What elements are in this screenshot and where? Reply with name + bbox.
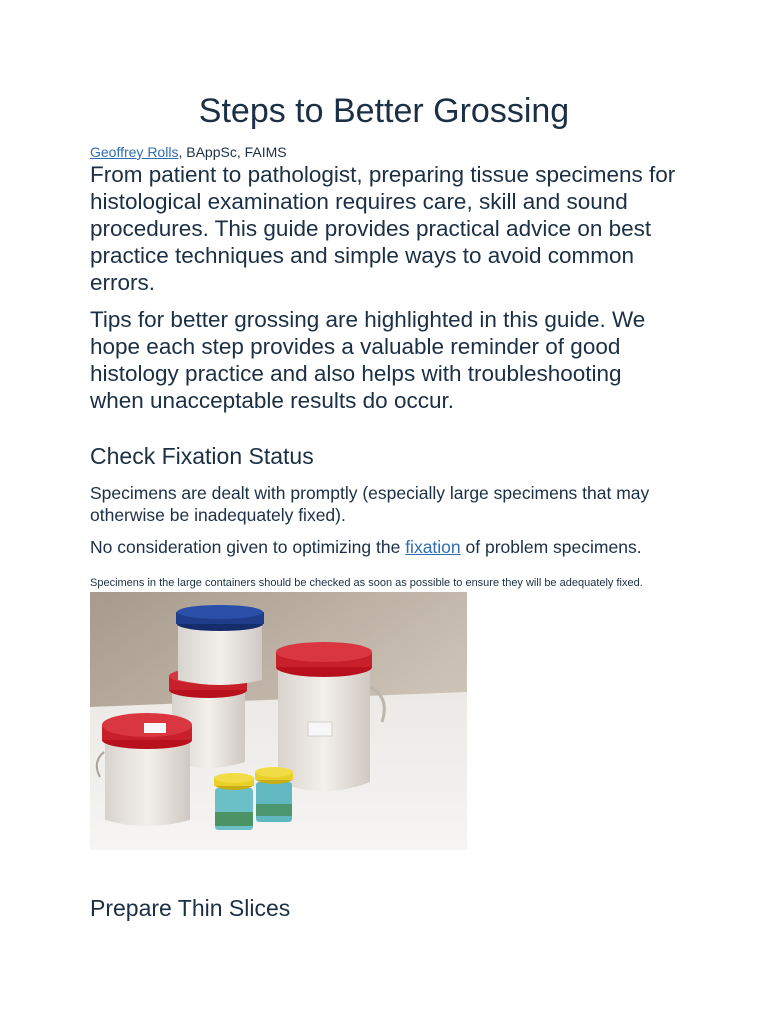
fixation-link[interactable]: fixation [405, 537, 461, 557]
section-heading-fixation: Check Fixation Status [90, 443, 314, 469]
photo-caption: Specimens in the large containers should be checked as soon as possible to ensure they will be adequately fixed. [90, 577, 643, 589]
fixation-paragraph-2 [90, 536, 680, 558]
byline [90, 143, 680, 161]
fixation-text-after: of problem specimens. [460, 537, 642, 557]
intro-paragraph: Tips for better grossing are highlighted in this guide. We hope each step provides a valuable reminder of good histology practice and also helps with troubleshooting when unacceptable results do occur. [90, 307, 646, 413]
author-credentials: , BAppSc, FAIMS [178, 144, 287, 160]
fixation-text-before: No consideration given to optimizing the [90, 537, 406, 557]
specimen-containers-photo [90, 592, 467, 850]
fixation-paragraph-1: Specimens are dealt with promptly (especially large specimens that may otherwise be inadequately fixed). [90, 483, 650, 525]
page-title: Steps to Better Grossing [198, 92, 570, 130]
intro-paragraph: From patient to pathologist, preparing tissue specimens for histological examination requires care, skill and sound procedures. This guide provides practical advice on best practice techniques and simple ways to avoid common errors. [90, 162, 676, 295]
article-body [90, 143, 680, 850]
author-link[interactable]: Geoffrey Rolls [90, 144, 179, 160]
section-heading-thin-slices: Prepare Thin Slices [90, 895, 291, 921]
